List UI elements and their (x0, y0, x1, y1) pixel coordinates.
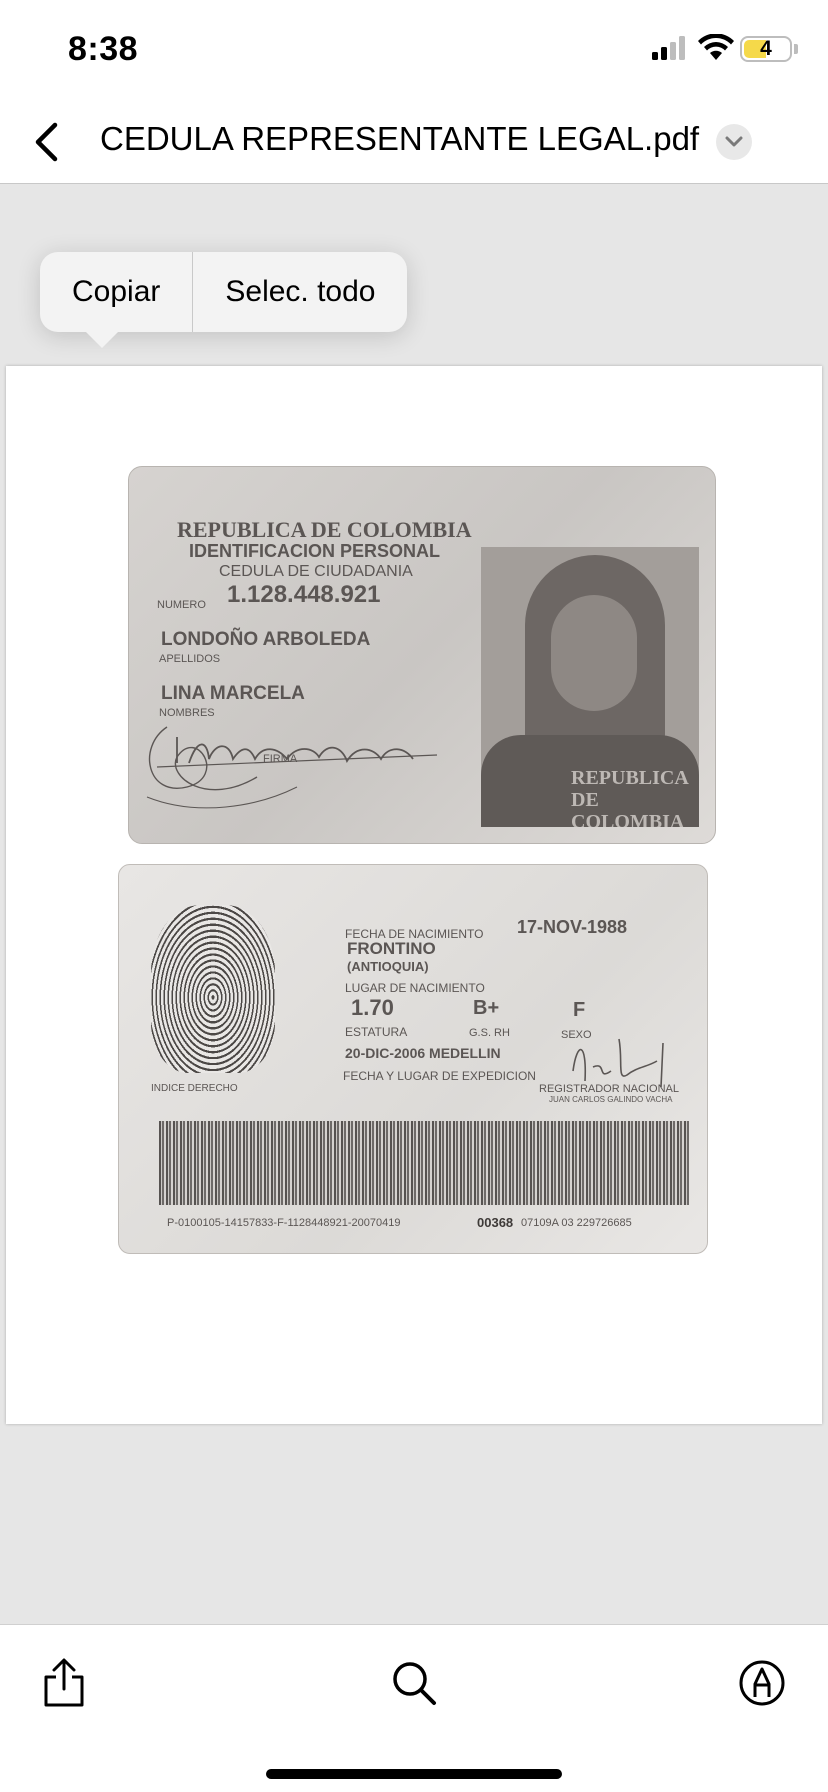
registrar-signature-image (567, 1031, 677, 1091)
id-country: REPUBLICA DE COLOMBIA (177, 517, 472, 542)
select-all-menu-item[interactable]: Selec. todo (225, 275, 376, 308)
height-value: 1.70 (351, 995, 394, 1020)
home-indicator[interactable] (266, 1769, 562, 1779)
birth-date: 17-NOV-1988 (517, 917, 628, 937)
birth-place-label: LUGAR DE NACIMIENTO (345, 981, 485, 995)
id-surnames: LONDOÑO ARBOLEDA (161, 629, 371, 650)
back-button[interactable] (18, 114, 74, 170)
status-bar (0, 0, 828, 100)
document-title[interactable]: CEDULA REPRESENTANTE LEGAL.pdf (100, 120, 700, 157)
id-names: LINA MARCELA (161, 683, 305, 704)
pdf-page[interactable] (6, 366, 822, 1424)
issue-label: FECHA Y LUGAR DE EXPEDICION (343, 1069, 536, 1083)
photo-face-shape (551, 595, 637, 711)
wifi-icon (698, 34, 734, 62)
share-icon (42, 1657, 86, 1709)
share-button[interactable] (32, 1651, 96, 1715)
fingerprint-image (151, 905, 275, 1073)
birth-date-label: FECHA DE NACIMIENTO (345, 927, 484, 941)
registrar-label: REGISTRADOR NACIONAL (539, 1083, 679, 1095)
blood-type-label: G.S. RH (469, 1027, 510, 1039)
birth-region: (ANTIOQUIA) (347, 959, 429, 974)
blood-type-value: B+ (473, 997, 500, 1019)
id-number-label: NUMERO (157, 599, 206, 611)
id-number: 1.128.448.921 (227, 581, 381, 608)
search-icon (390, 1659, 438, 1707)
registrar-name: JUAN CARLOS GALINDO VACHA (549, 1095, 673, 1104)
status-time: 8:38 (68, 30, 139, 68)
sex-label: SEXO (561, 1029, 592, 1041)
id-code-bold: 00368 (477, 1215, 514, 1230)
edit-menu (40, 252, 407, 332)
barcode-image (159, 1121, 689, 1205)
height-label: ESTATURA (345, 1025, 408, 1039)
id-signature-label: FIRMA (263, 753, 298, 765)
bottom-toolbar (0, 1624, 828, 1792)
id-doc-subtype: CEDULA DE CIUDADANIA (219, 563, 413, 580)
markup-button[interactable] (730, 1651, 794, 1715)
cellular-signal-icon (652, 36, 688, 60)
chevron-down-icon (725, 136, 743, 148)
fingerprint-label: INDICE DERECHO (151, 1083, 238, 1094)
title-menu-button[interactable] (716, 124, 752, 160)
battery-cap (794, 44, 798, 54)
id-photo (481, 547, 699, 827)
battery-level: 4 (760, 37, 772, 60)
battery-icon (740, 36, 792, 62)
id-code-right: 07109A 03 229726685 (521, 1217, 632, 1229)
signature-image (137, 667, 477, 817)
nav-bar (0, 100, 828, 184)
id-doc-type: IDENTIFICACION PERSONAL (189, 541, 441, 561)
birth-place: FRONTINO (347, 939, 436, 958)
id-names-label: NOMBRES (159, 707, 215, 719)
id-card-front (128, 466, 716, 844)
issue-date-place: 20-DIC-2006 MEDELLIN (345, 1045, 501, 1061)
markup-pen-icon (738, 1659, 786, 1707)
id-card-back (118, 864, 708, 1254)
search-button[interactable] (382, 1651, 446, 1715)
photo-watermark: REPUBLICA DE COLOMBIA (571, 767, 688, 827)
chevron-left-icon (33, 122, 59, 162)
copy-menu-item[interactable]: Copiar (72, 275, 161, 308)
sex-value: F (573, 999, 586, 1021)
id-code-left: P-0100105-14157833-F-1128448921-20070419 (167, 1217, 401, 1229)
id-surnames-label: APELLIDOS (159, 653, 221, 665)
